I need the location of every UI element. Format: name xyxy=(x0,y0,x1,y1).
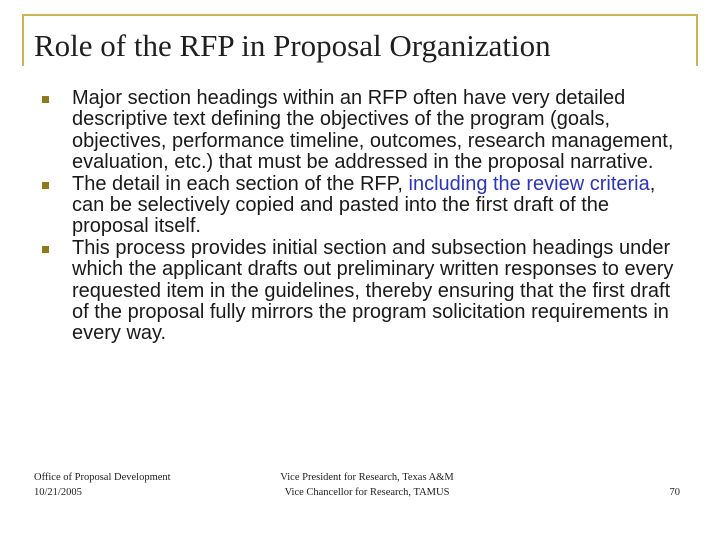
footer-vc-research: Vice Chancellor for Research, TAMUS xyxy=(284,487,450,498)
slide-title: Role of the RFP in Proposal Organization xyxy=(34,28,551,63)
bullet-list xyxy=(38,88,688,345)
footer-left xyxy=(34,470,171,500)
review-criteria-highlight: including the review criteria xyxy=(408,172,650,195)
bullet-item xyxy=(38,238,688,345)
bullet-item xyxy=(38,174,688,238)
bullet-text: This process provides initial section and subsection headings under which the applicant drafts out preliminary written responses to every requested item in the guidelines, thereby ensuring that the first draft of the proposal fully mirrors the program solicitation requirements in every way. xyxy=(72,236,674,345)
title-frame-right-rule xyxy=(696,14,698,66)
title-frame-left-rule xyxy=(22,14,24,66)
page-number: 70 xyxy=(669,487,680,498)
footer-center xyxy=(262,470,472,500)
bullet-text-before: The detail in each section of the RFP, xyxy=(72,172,409,195)
title-frame-top-rule xyxy=(22,14,698,16)
bullet-item xyxy=(38,88,688,174)
footer-date: 10/21/2005 xyxy=(34,487,82,498)
footer-office: Office of Proposal Development xyxy=(34,472,171,483)
bullet-text-after: , can be selectively copied and pasted into the first draft of the proposal itself. xyxy=(72,172,656,238)
footer-vp-research: Vice President for Research, Texas A&M xyxy=(280,472,454,483)
square-bullet-icon xyxy=(42,96,49,103)
square-bullet-icon xyxy=(42,182,49,189)
square-bullet-icon xyxy=(42,246,49,253)
bullet-text: Major section headings within an RFP often have very detailed descriptive text defining the objectives of the program (goals, objectives, performance timeline, outcomes, research management, evaluation, etc.) that must be addressed in the proposal narrative. xyxy=(72,87,674,174)
